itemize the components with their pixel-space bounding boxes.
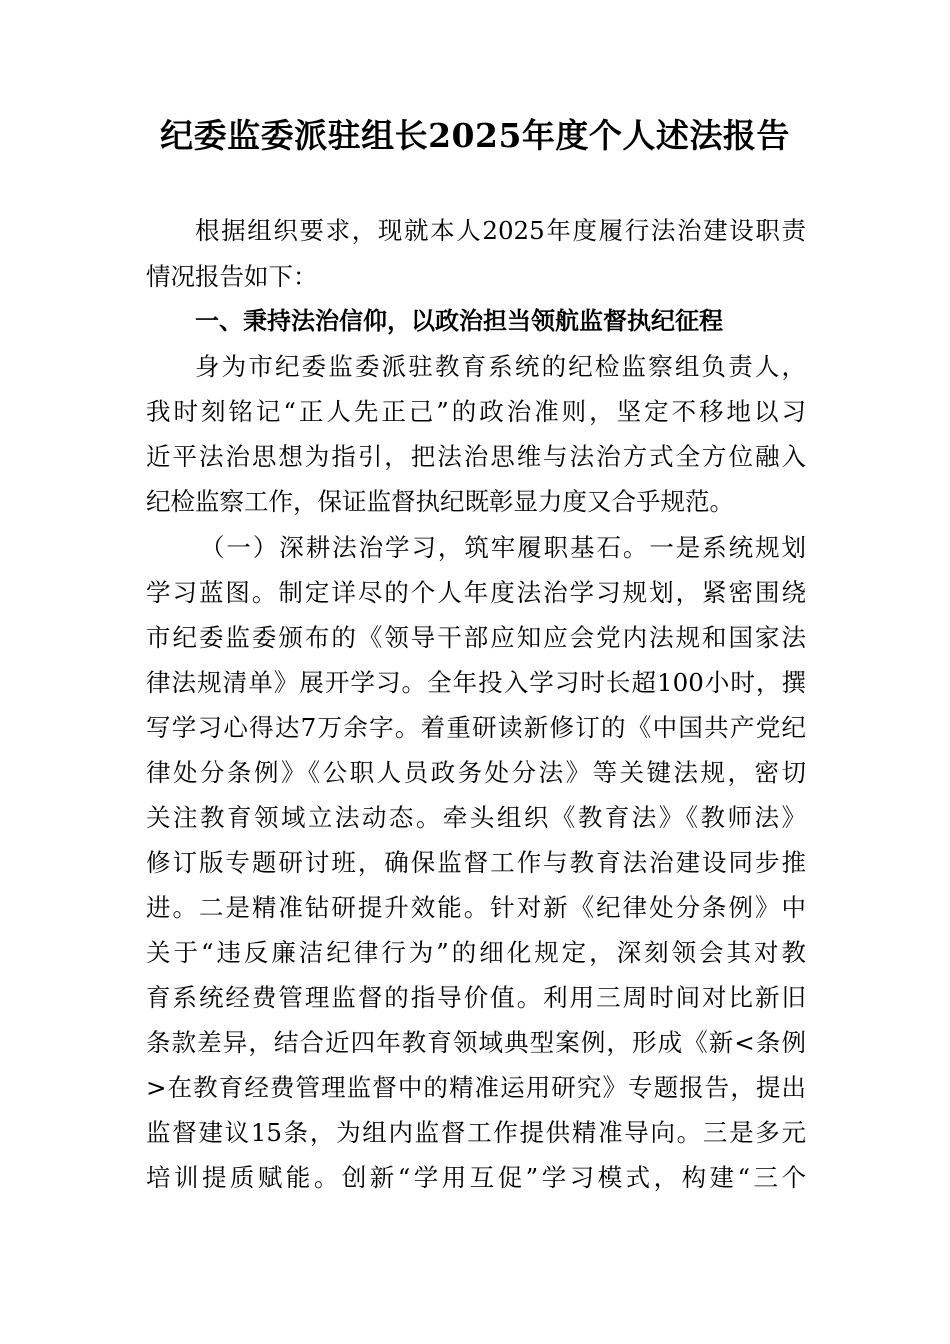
paragraph-line: 律法规清单》展开学习。全年投入学习时长超100小时，撰 xyxy=(146,668,806,697)
paragraph-line: 培训提质赋能。创新“学用互促”学习模式，构建“三个 xyxy=(146,1163,806,1192)
section-heading: 一、秉持法治信仰，以政治担当领航监督执纪征程 xyxy=(195,307,723,335)
paragraph-line: 律处分条例》《公职人员政务处分法》等关键法规，密切 xyxy=(146,758,806,787)
paragraph-line: 根据组织要求，现就本人2025年度履行法治建设职责 xyxy=(195,216,806,245)
paragraph-line: 身为市纪委监委派驻教育系统的纪检监察组负责人， xyxy=(195,352,806,381)
document-title: 纪委监委派驻组长2025年度个人述法报告 xyxy=(160,116,790,155)
paragraph-line: 关注教育领域立法动态。牵头组织《教育法》《教师法》 xyxy=(146,803,806,832)
paragraph-line: 育系统经费管理监督的指导价值。利用三周时间对比新旧 xyxy=(146,983,806,1012)
paragraph-line: 学习蓝图。制定详尽的个人年度法治学习规划，紧密围绕 xyxy=(146,578,806,607)
paragraph-line: 市纪委监委颁布的《领导干部应知应会党内法规和国家法 xyxy=(146,623,806,652)
paragraph-line: 进。二是精准钻研提升效能。针对新《纪律处分条例》中 xyxy=(146,893,806,922)
paragraph-line: 关于“违反廉洁纪律行为”的细化规定，深刻领会其对教 xyxy=(146,938,806,967)
paragraph-line: 情况报告如下： xyxy=(146,262,318,291)
paragraph-line: （一）深耕法治学习，筑牢履职基石。一是系统规划 xyxy=(200,533,806,562)
paragraph-line: 我时刻铭记“正人先正己”的政治准则，坚定不移地以习 xyxy=(146,397,806,426)
paragraph-line: 近平法治思想为指引，把法治思维与法治方式全方位融入 xyxy=(146,442,806,471)
paragraph-line: 条款差异，结合近四年教育领域典型案例，形成《新<条例 xyxy=(146,1028,806,1057)
paragraph-line: 写学习心得达7万余字。着重研读新修订的《中国共产党纪 xyxy=(146,713,806,742)
paragraph-line: 纪检监察工作，保证监督执纪既彰显力度又合乎规范。 xyxy=(146,487,734,516)
paragraph-line: 修订版专题研讨班，确保监督工作与教育法治建设同步推 xyxy=(146,848,806,877)
paragraph-line: 监督建议15条，为组内监督工作提供精准导向。三是多元 xyxy=(146,1118,806,1147)
paragraph-line: >在教育经费管理监督中的精准运用研究》专题报告，提出 xyxy=(146,1073,806,1102)
